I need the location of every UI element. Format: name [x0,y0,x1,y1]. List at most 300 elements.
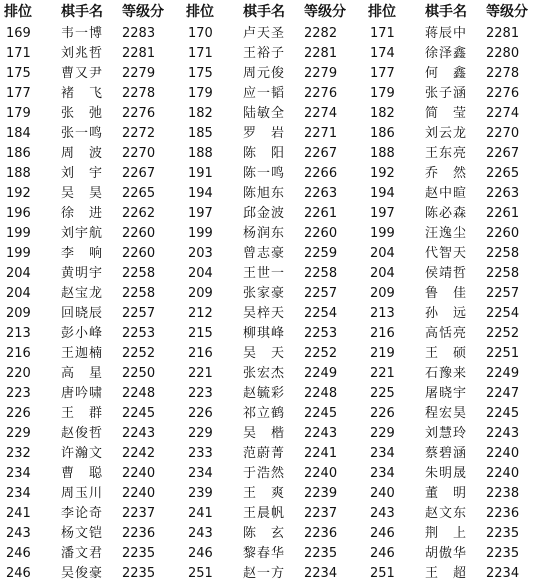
rating-cell: 2252 [122,346,156,361]
table-row [0,224,180,244]
rank-cell: 171 [370,26,395,41]
header-name: 棋手名 [61,4,103,20]
player-name-cell: 赵一方 [242,566,285,581]
rating-cell: 2282 [304,26,338,41]
rating-cell: 2249 [486,366,520,381]
player-name-cell: 王裕子 [242,46,285,61]
table-row [364,444,540,464]
table-row [182,404,362,424]
rank-cell: 226 [188,406,213,421]
rating-cell: 2252 [486,326,520,341]
table-row [364,44,540,64]
rating-cell: 2276 [122,106,156,121]
table-row [0,564,180,584]
header-name: 棋手名 [425,4,467,20]
rating-cell: 2236 [122,526,156,541]
player-name-cell: 刘慧玲 [424,426,467,441]
rank-cell: 170 [188,26,213,41]
rank-cell: 186 [370,126,395,141]
rating-cell: 2280 [486,46,520,61]
player-name-cell: 周 波 [60,146,103,161]
rank-cell: 171 [6,46,31,61]
table-row [0,184,180,204]
rating-cell: 2283 [122,26,156,41]
player-name-cell: 祁立鹤 [242,406,285,421]
table-row [182,104,362,124]
rating-cell: 2245 [304,406,338,421]
rank-cell: 246 [6,546,31,561]
rank-cell: 216 [370,326,395,341]
rank-cell: 169 [6,26,31,41]
rating-cell: 2278 [122,86,156,101]
table-row [0,484,180,504]
rating-cell: 2258 [122,266,156,281]
rank-cell: 179 [6,106,31,121]
rank-cell: 204 [370,246,395,261]
rating-cell: 2259 [304,246,338,261]
rating-cell: 2234 [486,566,520,581]
rating-cell: 2240 [486,466,520,481]
player-name-cell: 刘兆哲 [60,46,103,61]
rating-cell: 2274 [486,106,520,121]
table-row [182,64,362,84]
player-name-cell: 赵中暄 [424,186,467,201]
rank-cell: 223 [6,386,31,401]
player-name-cell: 回晓辰 [60,306,103,321]
player-name-cell: 张一鸣 [60,126,103,141]
table-row [182,224,362,244]
table-row [0,284,180,304]
rating-cell: 2252 [304,346,338,361]
rating-cell: 2265 [486,166,520,181]
rank-cell: 246 [6,566,31,581]
rating-cell: 2279 [122,66,156,81]
rating-cell: 2253 [122,326,156,341]
player-name-cell: 吴 楷 [242,426,285,441]
player-name-cell: 许瀚文 [60,446,103,461]
table-row [182,304,362,324]
player-name-cell: 徐泽鑫 [424,46,467,61]
rating-cell: 2235 [486,546,520,561]
rating-cell: 2250 [122,366,156,381]
player-name-cell: 张家豪 [242,286,285,301]
rank-cell: 203 [188,246,213,261]
player-name-cell: 应一韬 [242,86,285,101]
player-name-cell: 董 明 [424,486,467,501]
player-name-cell: 褚 飞 [60,86,103,101]
rank-cell: 243 [370,506,395,521]
rank-cell: 209 [188,286,213,301]
rank-cell: 199 [6,246,31,261]
rank-cell: 240 [370,486,395,501]
rank-cell: 199 [370,226,395,241]
rating-cell: 2263 [486,186,520,201]
rank-cell: 204 [188,266,213,281]
player-name-cell: 李论奇 [60,506,103,521]
player-name-cell: 潘文君 [60,546,103,561]
player-name-cell: 赵宝龙 [60,286,103,301]
player-name-cell: 吴 昊 [60,186,103,201]
rating-cell: 2249 [304,366,338,381]
rating-cell: 2271 [304,126,338,141]
player-name-cell: 邱金波 [242,206,285,221]
rating-cell: 2258 [122,286,156,301]
rating-cell: 2262 [122,206,156,221]
rank-cell: 220 [6,366,31,381]
rank-cell: 213 [6,326,31,341]
player-name-cell: 王 超 [424,566,467,581]
table-row [182,44,362,64]
header-rank: 排位 [4,4,32,20]
table-row [0,504,180,524]
rating-cell: 2239 [304,486,338,501]
rating-cell: 2270 [122,146,156,161]
player-name-cell: 陈旭东 [242,186,285,201]
table-row [0,44,180,64]
player-name-cell: 杨润东 [242,226,285,241]
rank-cell: 232 [6,446,31,461]
player-name-cell: 王 群 [60,406,103,421]
rank-cell: 179 [370,86,395,101]
player-name-cell: 李 响 [60,246,103,261]
rank-cell: 174 [370,46,395,61]
table-row [364,184,540,204]
rating-cell: 2276 [304,86,338,101]
rating-cell: 2236 [486,506,520,521]
rank-cell: 199 [6,226,31,241]
table-row [0,204,180,224]
player-name-cell: 吴 天 [242,346,285,361]
rank-cell: 216 [6,346,31,361]
rank-cell: 192 [370,166,395,181]
player-name-cell: 杨文铠 [60,526,103,541]
rating-cell: 2245 [122,406,156,421]
rank-cell: 184 [6,126,31,141]
table-row [182,24,362,44]
table-row [364,484,540,504]
rank-cell: 182 [188,106,213,121]
rank-cell: 188 [370,146,395,161]
column-header [182,0,362,24]
player-name-cell: 代智天 [424,246,467,261]
rank-cell: 239 [188,486,213,501]
rank-cell: 234 [6,486,31,501]
player-name-cell: 蔡碧涵 [424,446,467,461]
player-name-cell: 屠晓宇 [424,386,467,401]
rank-cell: 186 [6,146,31,161]
table-row [364,124,540,144]
table-row [182,504,362,524]
player-name-cell: 汪逸尘 [424,226,467,241]
table-row [364,84,540,104]
player-name-cell: 荆 上 [424,526,467,541]
table-row [0,444,180,464]
rank-cell: 241 [188,506,213,521]
table-row [364,504,540,524]
player-name-cell: 韦一博 [60,26,103,41]
table-row [0,304,180,324]
rating-cell: 2272 [122,126,156,141]
rating-cell: 2235 [122,546,156,561]
table-row [0,124,180,144]
table-row [182,124,362,144]
rating-cell: 2270 [486,126,520,141]
player-name-cell: 陈一鸣 [242,166,285,181]
player-name-cell: 彭小峰 [60,326,103,341]
rating-cell: 2261 [304,206,338,221]
player-name-cell: 刘云龙 [424,126,467,141]
player-name-cell: 孙 远 [424,306,467,321]
player-name-cell: 张子涵 [424,86,467,101]
rank-cell: 197 [188,206,213,221]
player-name-cell: 徐 进 [60,206,103,221]
table-row [364,464,540,484]
rating-cell: 2281 [486,26,520,41]
rating-cell: 2254 [304,306,338,321]
rank-cell: 179 [188,86,213,101]
player-name-cell: 曹又尹 [60,66,103,81]
rating-cell: 2237 [304,506,338,521]
player-name-cell: 周元俊 [242,66,285,81]
table-row [364,104,540,124]
rating-cell: 2253 [304,326,338,341]
rank-cell: 199 [188,226,213,241]
rating-cell: 2241 [304,446,338,461]
rating-cell: 2278 [486,66,520,81]
player-name-cell: 侯靖哲 [424,266,467,281]
table-row [364,204,540,224]
rank-cell: 251 [188,566,213,581]
rank-cell: 225 [370,386,395,401]
player-name-cell: 范蔚菁 [242,446,285,461]
table-row [0,244,180,264]
player-name-cell: 朱明晟 [424,466,467,481]
player-name-cell: 程宏昊 [424,406,467,421]
table-row [0,164,180,184]
rating-cell: 2267 [304,146,338,161]
player-name-cell: 曾志豪 [242,246,285,261]
rank-cell: 221 [188,366,213,381]
player-name-cell: 卢天圣 [242,26,285,41]
rating-cell: 2263 [304,186,338,201]
table-row [182,84,362,104]
rank-cell: 243 [6,526,31,541]
table-row [0,324,180,344]
table-row [182,344,362,364]
table-row [0,364,180,384]
rating-cell: 2242 [122,446,156,461]
rating-cell: 2248 [304,386,338,401]
rating-cell: 2258 [304,266,338,281]
rank-cell: 191 [188,166,213,181]
rank-cell: 212 [188,306,213,321]
table-row [364,224,540,244]
table-row [182,444,362,464]
player-name-cell: 高恬亮 [424,326,467,341]
rating-cell: 2235 [122,566,156,581]
table-row [364,164,540,184]
player-name-cell: 陈 玄 [242,526,285,541]
rating-cell: 2274 [304,106,338,121]
rating-cell: 2281 [122,46,156,61]
rank-cell: 192 [6,186,31,201]
player-name-cell: 王 硕 [424,346,467,361]
table-row [364,544,540,564]
rating-cell: 2267 [486,146,520,161]
table-row [0,464,180,484]
table-row [182,384,362,404]
table-row [364,264,540,284]
rank-cell: 233 [188,446,213,461]
rank-cell: 234 [370,446,395,461]
player-name-cell: 周玉川 [60,486,103,501]
table-row [182,424,362,444]
table-row [182,284,362,304]
rating-cell: 2243 [304,426,338,441]
player-name-cell: 陈必森 [424,206,467,221]
ranking-column-2 [182,0,362,584]
header-rating: 等级分 [122,4,164,20]
table-row [182,364,362,384]
rating-cell: 2265 [122,186,156,201]
rank-cell: 243 [188,526,213,541]
player-name-cell: 陈 阳 [242,146,285,161]
table-row [182,324,362,344]
rating-cell: 2257 [304,286,338,301]
rating-cell: 2235 [304,546,338,561]
table-row [0,144,180,164]
player-name-cell: 陆敏全 [242,106,285,121]
table-row [364,304,540,324]
table-row [0,524,180,544]
header-rank: 排位 [186,4,214,20]
table-row [182,264,362,284]
rating-cell: 2257 [486,286,520,301]
rank-cell: 246 [370,526,395,541]
table-row [0,344,180,364]
rank-cell: 204 [6,266,31,281]
header-rank: 排位 [368,4,396,20]
rank-cell: 185 [188,126,213,141]
player-name-cell: 王迦楠 [60,346,103,361]
table-row [182,484,362,504]
table-row [0,104,180,124]
table-row [364,144,540,164]
player-name-cell: 简 莹 [424,106,467,121]
player-name-cell: 王东亮 [424,146,467,161]
rank-cell: 204 [370,266,395,281]
table-row [0,84,180,104]
player-name-cell: 胡傲华 [424,546,467,561]
table-row [182,564,362,584]
player-name-cell: 柳琪峰 [242,326,285,341]
rating-cell: 2234 [304,566,338,581]
player-name-cell: 黄明宇 [60,266,103,281]
rating-cell: 2237 [122,506,156,521]
table-row [0,404,180,424]
table-row [182,244,362,264]
rank-cell: 175 [188,66,213,81]
rank-cell: 209 [6,306,31,321]
rating-cell: 2258 [486,266,520,281]
rating-cell: 2243 [486,426,520,441]
rank-cell: 234 [188,466,213,481]
player-name-cell: 鲁 佳 [424,286,467,301]
rating-cell: 2260 [304,226,338,241]
player-name-cell: 王晨帆 [242,506,285,521]
rank-cell: 234 [6,466,31,481]
header-rating: 等级分 [304,4,346,20]
rank-cell: 177 [6,86,31,101]
rank-cell: 221 [370,366,395,381]
column-header [364,0,540,24]
rank-cell: 246 [188,546,213,561]
table-row [364,364,540,384]
table-row [364,324,540,344]
rating-cell: 2236 [304,526,338,541]
player-name-cell: 刘宇航 [60,226,103,241]
rank-cell: 188 [188,146,213,161]
rank-cell: 194 [370,186,395,201]
rating-cell: 2281 [304,46,338,61]
table-row [182,164,362,184]
player-name-cell: 张 弛 [60,106,103,121]
player-name-cell: 吴梓天 [242,306,285,321]
rank-cell: 194 [188,186,213,201]
rating-cell: 2261 [486,206,520,221]
rank-cell: 226 [6,406,31,421]
player-name-cell: 唐吟啸 [60,386,103,401]
table-row [364,344,540,364]
player-name-cell: 王 爽 [242,486,285,501]
rating-cell: 2267 [122,166,156,181]
player-name-cell: 曹 聪 [60,466,103,481]
header-name: 棋手名 [243,4,285,20]
rank-cell: 171 [188,46,213,61]
rank-cell: 177 [370,66,395,81]
player-name-cell: 张宏杰 [242,366,285,381]
table-row [182,524,362,544]
rating-cell: 2260 [122,226,156,241]
rank-cell: 234 [370,466,395,481]
player-name-cell: 王世一 [242,266,285,281]
rank-cell: 219 [370,346,395,361]
table-row [364,244,540,264]
rating-cell: 2266 [304,166,338,181]
table-row [182,464,362,484]
table-row [182,144,362,164]
rating-cell: 2243 [122,426,156,441]
rank-cell: 197 [370,206,395,221]
rating-cell: 2247 [486,386,520,401]
player-name-cell: 罗 岩 [242,126,285,141]
player-name-cell: 赵俊哲 [60,426,103,441]
player-name-cell: 黎春华 [242,546,285,561]
table-row [364,404,540,424]
table-row [364,384,540,404]
rank-cell: 215 [188,326,213,341]
player-name-cell: 蒋辰中 [424,26,467,41]
column-header [0,0,180,24]
rank-cell: 182 [370,106,395,121]
rank-cell: 213 [370,306,395,321]
table-row [0,24,180,44]
rating-cell: 2248 [122,386,156,401]
rank-cell: 226 [370,406,395,421]
rank-cell: 229 [188,426,213,441]
rating-cell: 2254 [486,306,520,321]
rank-cell: 196 [6,206,31,221]
